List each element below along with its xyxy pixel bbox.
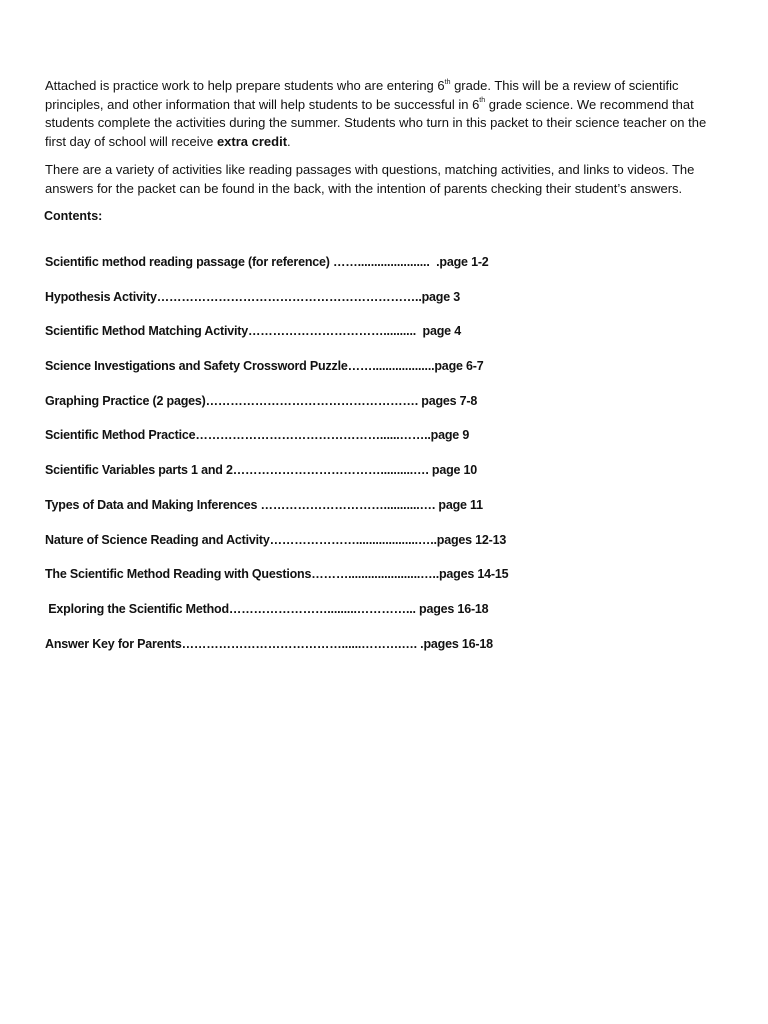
table-of-contents [45, 255, 565, 671]
ordinal-suffix: th [479, 97, 486, 105]
contents-heading: Contents: [44, 209, 103, 223]
toc-item: Answer Key for Parents…………………………………......……….…. .pages 16-18 [45, 636, 493, 651]
toc-item: The Scientific Method Reading with Questions………......................…..pages 14-15 [45, 567, 509, 582]
toc-item: Nature of Science Reading and Activity…………………...................…..pages 12-13 [45, 532, 507, 547]
intro-paragraph [45, 77, 730, 151]
extra-credit-emphasis: extra credit [216, 133, 288, 149]
toc-item: Scientific method reading passage (for reference) ……...................... .page 1-2 [45, 255, 489, 269]
toc-item: Scientific Method Practice………………………………………......……..page 9 [45, 428, 470, 443]
intro-text-part-3: grade science. We recommend that students complete the activities during the summer. Students who turn in this packet to their science teacher on the first day of school will receive [45, 96, 707, 149]
toc-item: Scientific Method Matching Activity…………………………….......... page 4 [45, 324, 461, 339]
intro-text-part-1: Attached is practice work to help prepare students who are entering 6 [45, 78, 445, 93]
ordinal-suffix: th [444, 78, 451, 86]
activities-paragraph: There are a variety of activities like reading passages with questions, matching activities, and links to videos. The answers for the packet can be found in the back, with the intention of parents checking their student’s answers. [45, 162, 695, 196]
toc-item: Graphing Practice (2 pages)……………………………………………. pages 7-8 [45, 393, 478, 408]
toc-item: Types of Data and Making Inferences …………………………...........…. page 11 [45, 497, 483, 512]
toc-item: Hypothesis Activity………………………………………………………..page 3 [45, 289, 460, 304]
toc-item: Exploring the Scientific Method…………………….........…………... pages 16-18 [45, 601, 489, 616]
intro-text-end: . [287, 133, 291, 149]
intro-text-part-2: grade. This will be a review of scientific principles, and other information that will help students to be successful in 6 [45, 78, 679, 112]
toc-item: Scientific Variables parts 1 and 2………………………………..........…. page 10 [45, 463, 478, 478]
toc-item: Science Investigations and Safety Crossword Puzzle……...................page 6-7 [45, 359, 484, 374]
